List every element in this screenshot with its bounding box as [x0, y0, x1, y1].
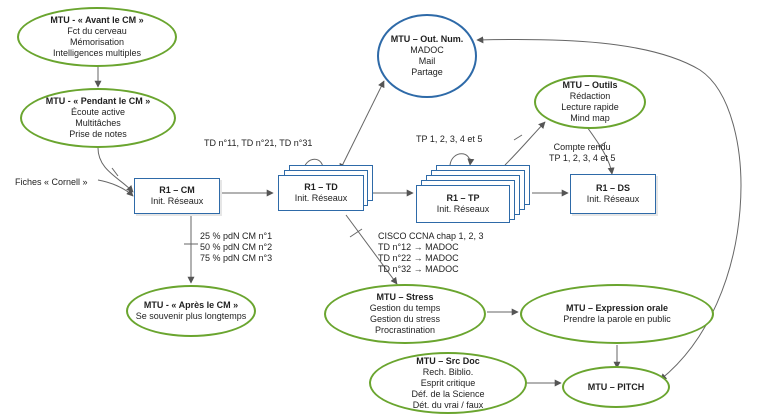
node-line: Multitâches	[75, 118, 121, 128]
node-line: Écoute active	[70, 107, 126, 117]
node-out-num	[377, 14, 477, 98]
node-title: MTU – Src Doc	[416, 355, 480, 366]
node-subtitle: Init. Réseaux	[150, 196, 204, 206]
node-title: MTU - « Après le CM »	[143, 300, 239, 310]
label-line: 75 % pdN CM n°3	[200, 253, 273, 263]
label-line: 50 % pdN CM n°2	[200, 242, 273, 252]
node-line: Lecture rapide	[561, 102, 619, 112]
node-line: Mind map	[570, 113, 610, 123]
node-line: Procrastination	[374, 325, 436, 335]
node-avant-cm	[17, 7, 177, 67]
node-line: Prendre la parole en public	[563, 314, 671, 324]
node-stress	[324, 284, 486, 344]
node-line: Mail	[418, 56, 436, 66]
label-compte-rendu	[549, 142, 615, 164]
node-line: Mémorisation	[69, 37, 125, 47]
node-line: Gestion du temps	[369, 303, 441, 313]
label-line: 25 % pdN CM n°1	[200, 231, 273, 241]
label-line: TD n°32 → MADOC	[378, 264, 459, 274]
node-line: Rédaction	[569, 91, 611, 101]
node-title: MTU – Expression orale	[565, 303, 669, 313]
node-expression	[520, 284, 714, 344]
node-pendant-cm	[20, 88, 176, 148]
node-line: Déf. de la Science	[411, 388, 485, 399]
node-pitch	[562, 366, 670, 408]
node-title: MTU – PITCH	[587, 381, 645, 392]
loop-tp	[450, 154, 470, 165]
node-r1-ds	[570, 174, 656, 214]
node-r1-td	[278, 175, 364, 211]
node-title: R1 – TD	[304, 182, 338, 192]
label-line: TD n°22 → MADOC	[378, 253, 459, 263]
label-cisco	[378, 231, 484, 275]
label-pdn	[200, 231, 272, 264]
node-outils	[534, 75, 646, 129]
node-title: R1 – DS	[595, 183, 630, 193]
node-title: R1 – TP	[446, 193, 480, 203]
tick-td-stress	[350, 229, 362, 237]
arrow-fiches-cm	[98, 180, 133, 196]
node-title: R1 – CM	[159, 185, 195, 195]
node-title: MTU - « Pendant le CM »	[45, 96, 151, 106]
node-line: Se souvenir plus longtemps	[135, 311, 247, 321]
arrow-td-outnum	[340, 81, 384, 170]
node-subtitle: Init. Réseaux	[586, 194, 640, 204]
node-line: Prise de notes	[69, 129, 127, 139]
node-line: Dét. du vrai / faux	[412, 399, 484, 410]
tick-tp-outils	[514, 135, 522, 140]
node-line: Esprit critique	[420, 377, 476, 388]
node-r1-tp	[416, 185, 510, 223]
label-tp-list: TP 1, 2, 3, 4 et 5	[416, 134, 483, 144]
node-src-doc	[369, 352, 527, 414]
node-r1-cm	[134, 178, 220, 214]
label-line: Compte rendu	[553, 142, 611, 152]
label-line: TD n°12 → MADOC	[378, 242, 459, 252]
label-line: TP 1, 2, 3, 4 et 5	[549, 153, 616, 163]
node-apres-cm	[126, 285, 256, 337]
node-subtitle: Init. Réseaux	[294, 193, 348, 203]
label-fiches-cornell: Fiches « Cornell »	[15, 177, 88, 187]
label-line: CISCO CCNA chap 1, 2, 3	[378, 231, 484, 241]
node-line: Fct du cerveau	[67, 26, 127, 36]
node-line: MADOC	[410, 45, 444, 55]
node-line: Gestion du stress	[369, 314, 441, 324]
node-line: Rech. Biblio.	[422, 366, 474, 377]
node-line: Intelligences multiples	[52, 48, 142, 58]
node-title: MTU – Out. Num.	[390, 34, 464, 44]
node-subtitle: Init. Réseaux	[436, 204, 490, 214]
node-title: MTU – Stress	[376, 292, 434, 302]
label-td-list: TD n°11, TD n°21, TD n°31	[204, 138, 313, 148]
node-title: MTU - « Avant le CM »	[50, 15, 144, 25]
arrow-tp-outils	[505, 122, 545, 165]
node-title: MTU – Outils	[562, 80, 618, 90]
node-line: Partage	[411, 67, 443, 77]
